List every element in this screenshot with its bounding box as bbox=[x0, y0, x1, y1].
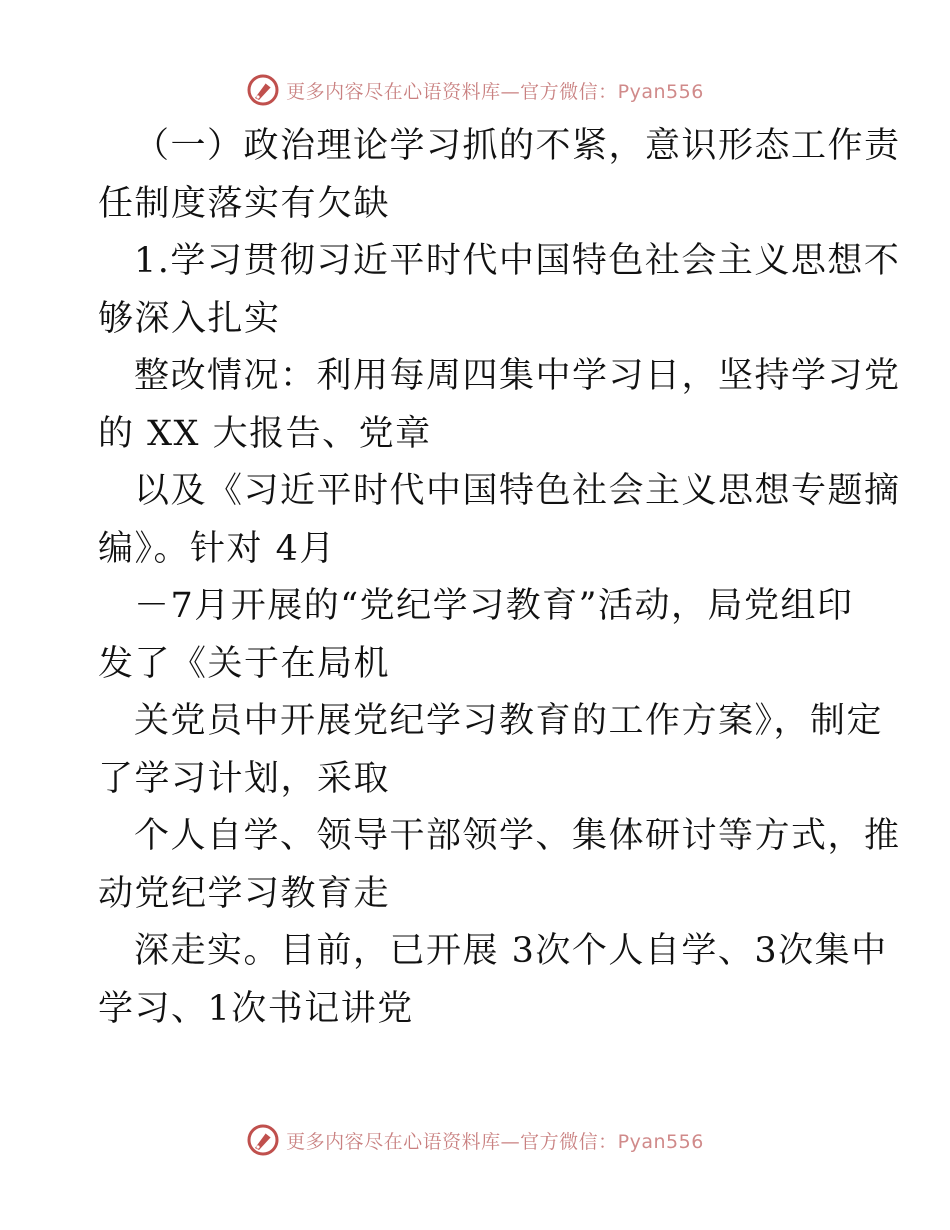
paragraph-line: 整改情况：利用每周四集中学习日，坚持学习党 bbox=[134, 356, 901, 396]
document-body bbox=[98, 118, 901, 1038]
watermark-wechat-id: Pyan556 bbox=[617, 1130, 704, 1153]
paragraph-line: 了学习计划，采取 bbox=[98, 758, 391, 799]
subheading-line: 1.学习贯彻习近平时代中国特色社会主义思想不 bbox=[134, 241, 901, 281]
watermark-text: 更多内容尽在心语资料库—官方微信：Pyan556 bbox=[286, 80, 704, 103]
paragraph-line: 发了《关于在局机 bbox=[98, 643, 391, 684]
watermark-wechat-id: Pyan556 bbox=[617, 80, 704, 103]
heading-line: （一）政治理论学习抓的不紧，意识形态工作责 bbox=[134, 126, 901, 166]
header-watermark bbox=[0, 70, 950, 110]
paragraph-line: 编》。针对 4月 bbox=[98, 528, 336, 569]
heading-line: 任制度落实有欠缺 bbox=[98, 183, 391, 224]
watermark-text: 更多内容尽在心语资料库—官方微信：Pyan556 bbox=[286, 1130, 704, 1153]
paragraph-line: －7月开展的“党纪学习教育”活动，局党组印 bbox=[134, 586, 854, 626]
subheading-line: 够深入扎实 bbox=[98, 298, 281, 339]
paragraph-line: 的 XX 大报告、党章 bbox=[98, 413, 432, 454]
paragraph-line: 深走实。目前，已开展 3次个人自学、3次集中 bbox=[134, 931, 888, 971]
paragraph-line: 个人自学、领导干部领学、集体研讨等方式，推 bbox=[134, 816, 901, 856]
paragraph-line: 学习、1次书记讲党 bbox=[98, 988, 414, 1029]
paragraph-line: 关党员中开展党纪学习教育的工作方案》，制定 bbox=[134, 701, 884, 741]
pen-nib-logo-icon bbox=[246, 73, 280, 107]
paragraph-line: 以及《习近平时代中国特色社会主义思想专题摘 bbox=[134, 471, 901, 511]
paragraph-line: 动党纪学习教育走 bbox=[98, 873, 391, 914]
footer-watermark bbox=[0, 1120, 950, 1160]
pen-nib-logo-icon bbox=[246, 1123, 280, 1157]
